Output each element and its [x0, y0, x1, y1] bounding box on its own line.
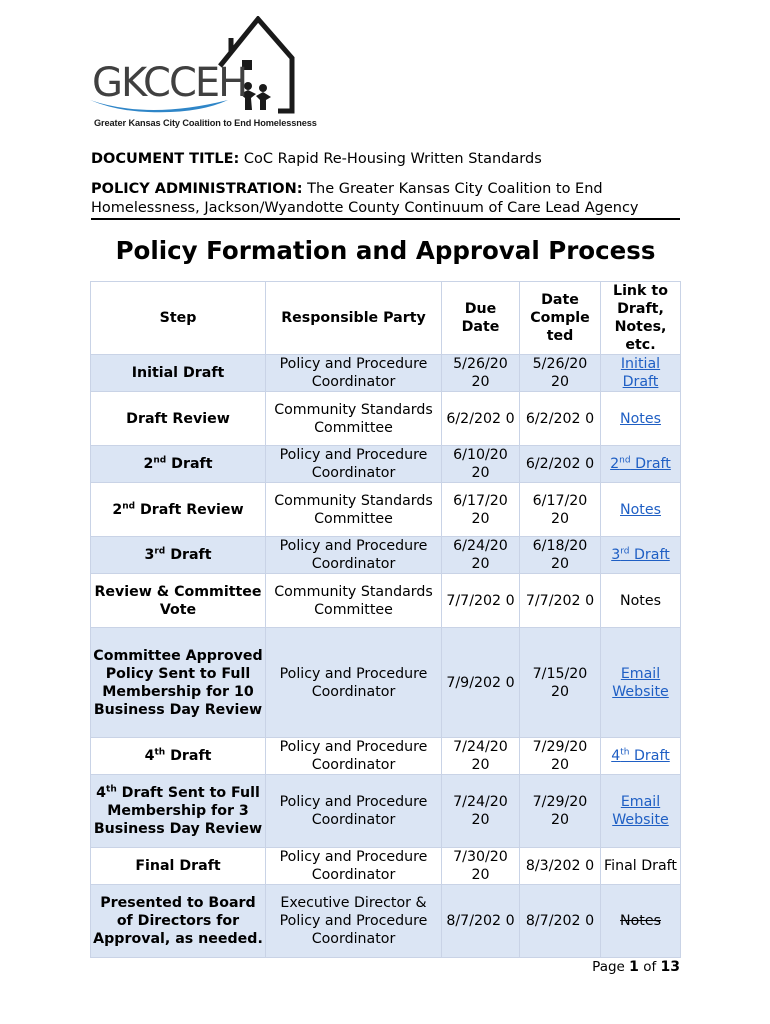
link-cell [601, 738, 681, 775]
step-cell: 2nd Draft Review [91, 483, 266, 537]
page-label: Page [592, 959, 625, 975]
link-cell [601, 628, 681, 738]
table-row [91, 848, 681, 885]
party-cell: Community Standards Committee [266, 574, 442, 628]
link-cell [601, 392, 681, 446]
second-draft-link[interactable]: 2nd Draft [610, 455, 671, 472]
link-cell [601, 355, 681, 392]
due-cell: 7/9/202 0 [442, 628, 520, 738]
initial-draft-link[interactable]: Initial Draft [620, 356, 661, 390]
completed-cell: 8/3/202 0 [520, 848, 601, 885]
step-cell: Draft Review [91, 392, 266, 446]
table-row [91, 537, 681, 574]
due-cell: 6/10/20 20 [442, 446, 520, 483]
step-cell: 2nd Draft [91, 446, 266, 483]
of-label: of [643, 959, 657, 975]
party-cell: Policy and Procedure Coordinator [266, 775, 442, 848]
completed-cell: 6/17/20 20 [520, 483, 601, 537]
due-cell: 6/17/20 20 [442, 483, 520, 537]
due-cell: 6/24/20 20 [442, 537, 520, 574]
step-cell: Final Draft [91, 848, 266, 885]
table-row [91, 885, 681, 958]
email-website-link[interactable]: Email Website [612, 665, 669, 700]
party-cell: Policy and Procedure Coordinator [266, 848, 442, 885]
party-cell: Policy and Procedure Coordinator [266, 628, 442, 738]
due-cell: 6/2/202 0 [442, 392, 520, 446]
page-total: 13 [660, 959, 680, 975]
completed-cell: 7/29/20 20 [520, 738, 601, 775]
link-cell [601, 885, 681, 958]
step-cell: 4th Draft Sent to Full Membership for 3 Business Day Review [91, 775, 266, 848]
step-cell: 3rd Draft [91, 537, 266, 574]
step-cell: Committee Approved Policy Sent to Full Membership for 10 Business Day Review [91, 628, 266, 738]
table-row [91, 483, 681, 537]
page-footer [592, 959, 680, 975]
logo-wordmark: GKCCEH [92, 60, 247, 106]
page-title: Policy Formation and Approval Process [115, 236, 656, 265]
table-row [91, 738, 681, 775]
person-figure [256, 92, 271, 110]
table-row [91, 628, 681, 738]
party-cell: Executive Director & Policy and Procedure Coordinator [266, 885, 442, 958]
page-number: 1 [629, 959, 639, 975]
due-cell: 7/24/20 20 [442, 738, 520, 775]
step-cell: Initial Draft [91, 355, 266, 392]
due-cell: 5/26/20 20 [442, 355, 520, 392]
party-cell: Policy and Procedure Coordinator [266, 738, 442, 775]
party-cell: Community Standards Committee [266, 483, 442, 537]
header-date-completed: Date Comple ted [520, 282, 601, 355]
table-row [91, 392, 681, 446]
fourth-draft-link[interactable]: 4th Draft [611, 747, 670, 764]
table-header-row [91, 282, 681, 355]
table-row [91, 775, 681, 848]
completed-cell: 5/26/20 20 [520, 355, 601, 392]
link-cell [601, 537, 681, 574]
third-draft-link[interactable]: 3rd Draft [611, 546, 670, 563]
link-cell [601, 483, 681, 537]
header-link: Link to Draft, Notes, etc. [601, 282, 681, 355]
completed-cell: 8/7/202 0 [520, 885, 601, 958]
document-title-label: DOCUMENT TITLE: [91, 151, 240, 167]
policy-administration-value: The Greater Kansas City Coalition to End Homelessness, Jackson/Wyandotte County Continuum of Care Lead Agency [91, 181, 639, 216]
completed-cell: 7/29/20 20 [520, 775, 601, 848]
header-step: Step [91, 282, 266, 355]
document-title-line [91, 150, 681, 169]
link-cell: Notes [601, 574, 681, 628]
notes-link[interactable]: Notes [620, 501, 661, 518]
due-cell: 7/30/20 20 [442, 848, 520, 885]
party-cell: Community Standards Committee [266, 392, 442, 446]
policy-administration-line [91, 180, 681, 218]
email-website-link[interactable]: Email Website [612, 794, 669, 828]
notes-struck: Notes [620, 913, 661, 929]
link-cell: Final Draft [601, 848, 681, 885]
completed-cell: 6/18/20 20 [520, 537, 601, 574]
link-cell [601, 775, 681, 848]
header-due-date: Due Date [442, 282, 520, 355]
document-title-value: CoC Rapid Re-Housing Written Standards [243, 151, 542, 167]
due-cell: 7/7/202 0 [442, 574, 520, 628]
due-cell: 8/7/202 0 [442, 885, 520, 958]
party-cell: Policy and Procedure Coordinator [266, 446, 442, 483]
table-row [91, 574, 681, 628]
party-cell: Policy and Procedure Coordinator [266, 537, 442, 574]
policy-process-table [90, 281, 681, 958]
table-row [91, 446, 681, 483]
logo-tagline: Greater Kansas City Coalition to End Homelessness [94, 118, 317, 128]
header-responsible-party: Responsible Party [266, 282, 442, 355]
link-cell [601, 446, 681, 483]
completed-cell: 7/7/202 0 [520, 574, 601, 628]
gkcceh-logo [88, 16, 317, 138]
policy-administration-label: POLICY ADMINISTRATION: [91, 181, 303, 197]
completed-cell: 6/2/202 0 [520, 392, 601, 446]
notes-link[interactable]: Notes [620, 410, 661, 427]
step-cell: Review & Committee Vote [91, 574, 266, 628]
party-cell: Policy and Procedure Coordinator [266, 355, 442, 392]
due-cell: 7/24/20 20 [442, 775, 520, 848]
header-rule [91, 218, 680, 220]
completed-cell: 7/15/20 20 [520, 628, 601, 738]
step-cell: 4th Draft [91, 738, 266, 775]
completed-cell: 6/2/202 0 [520, 446, 601, 483]
table-row [91, 355, 681, 392]
step-cell: Presented to Board of Directors for Approval, as needed. [91, 885, 266, 958]
